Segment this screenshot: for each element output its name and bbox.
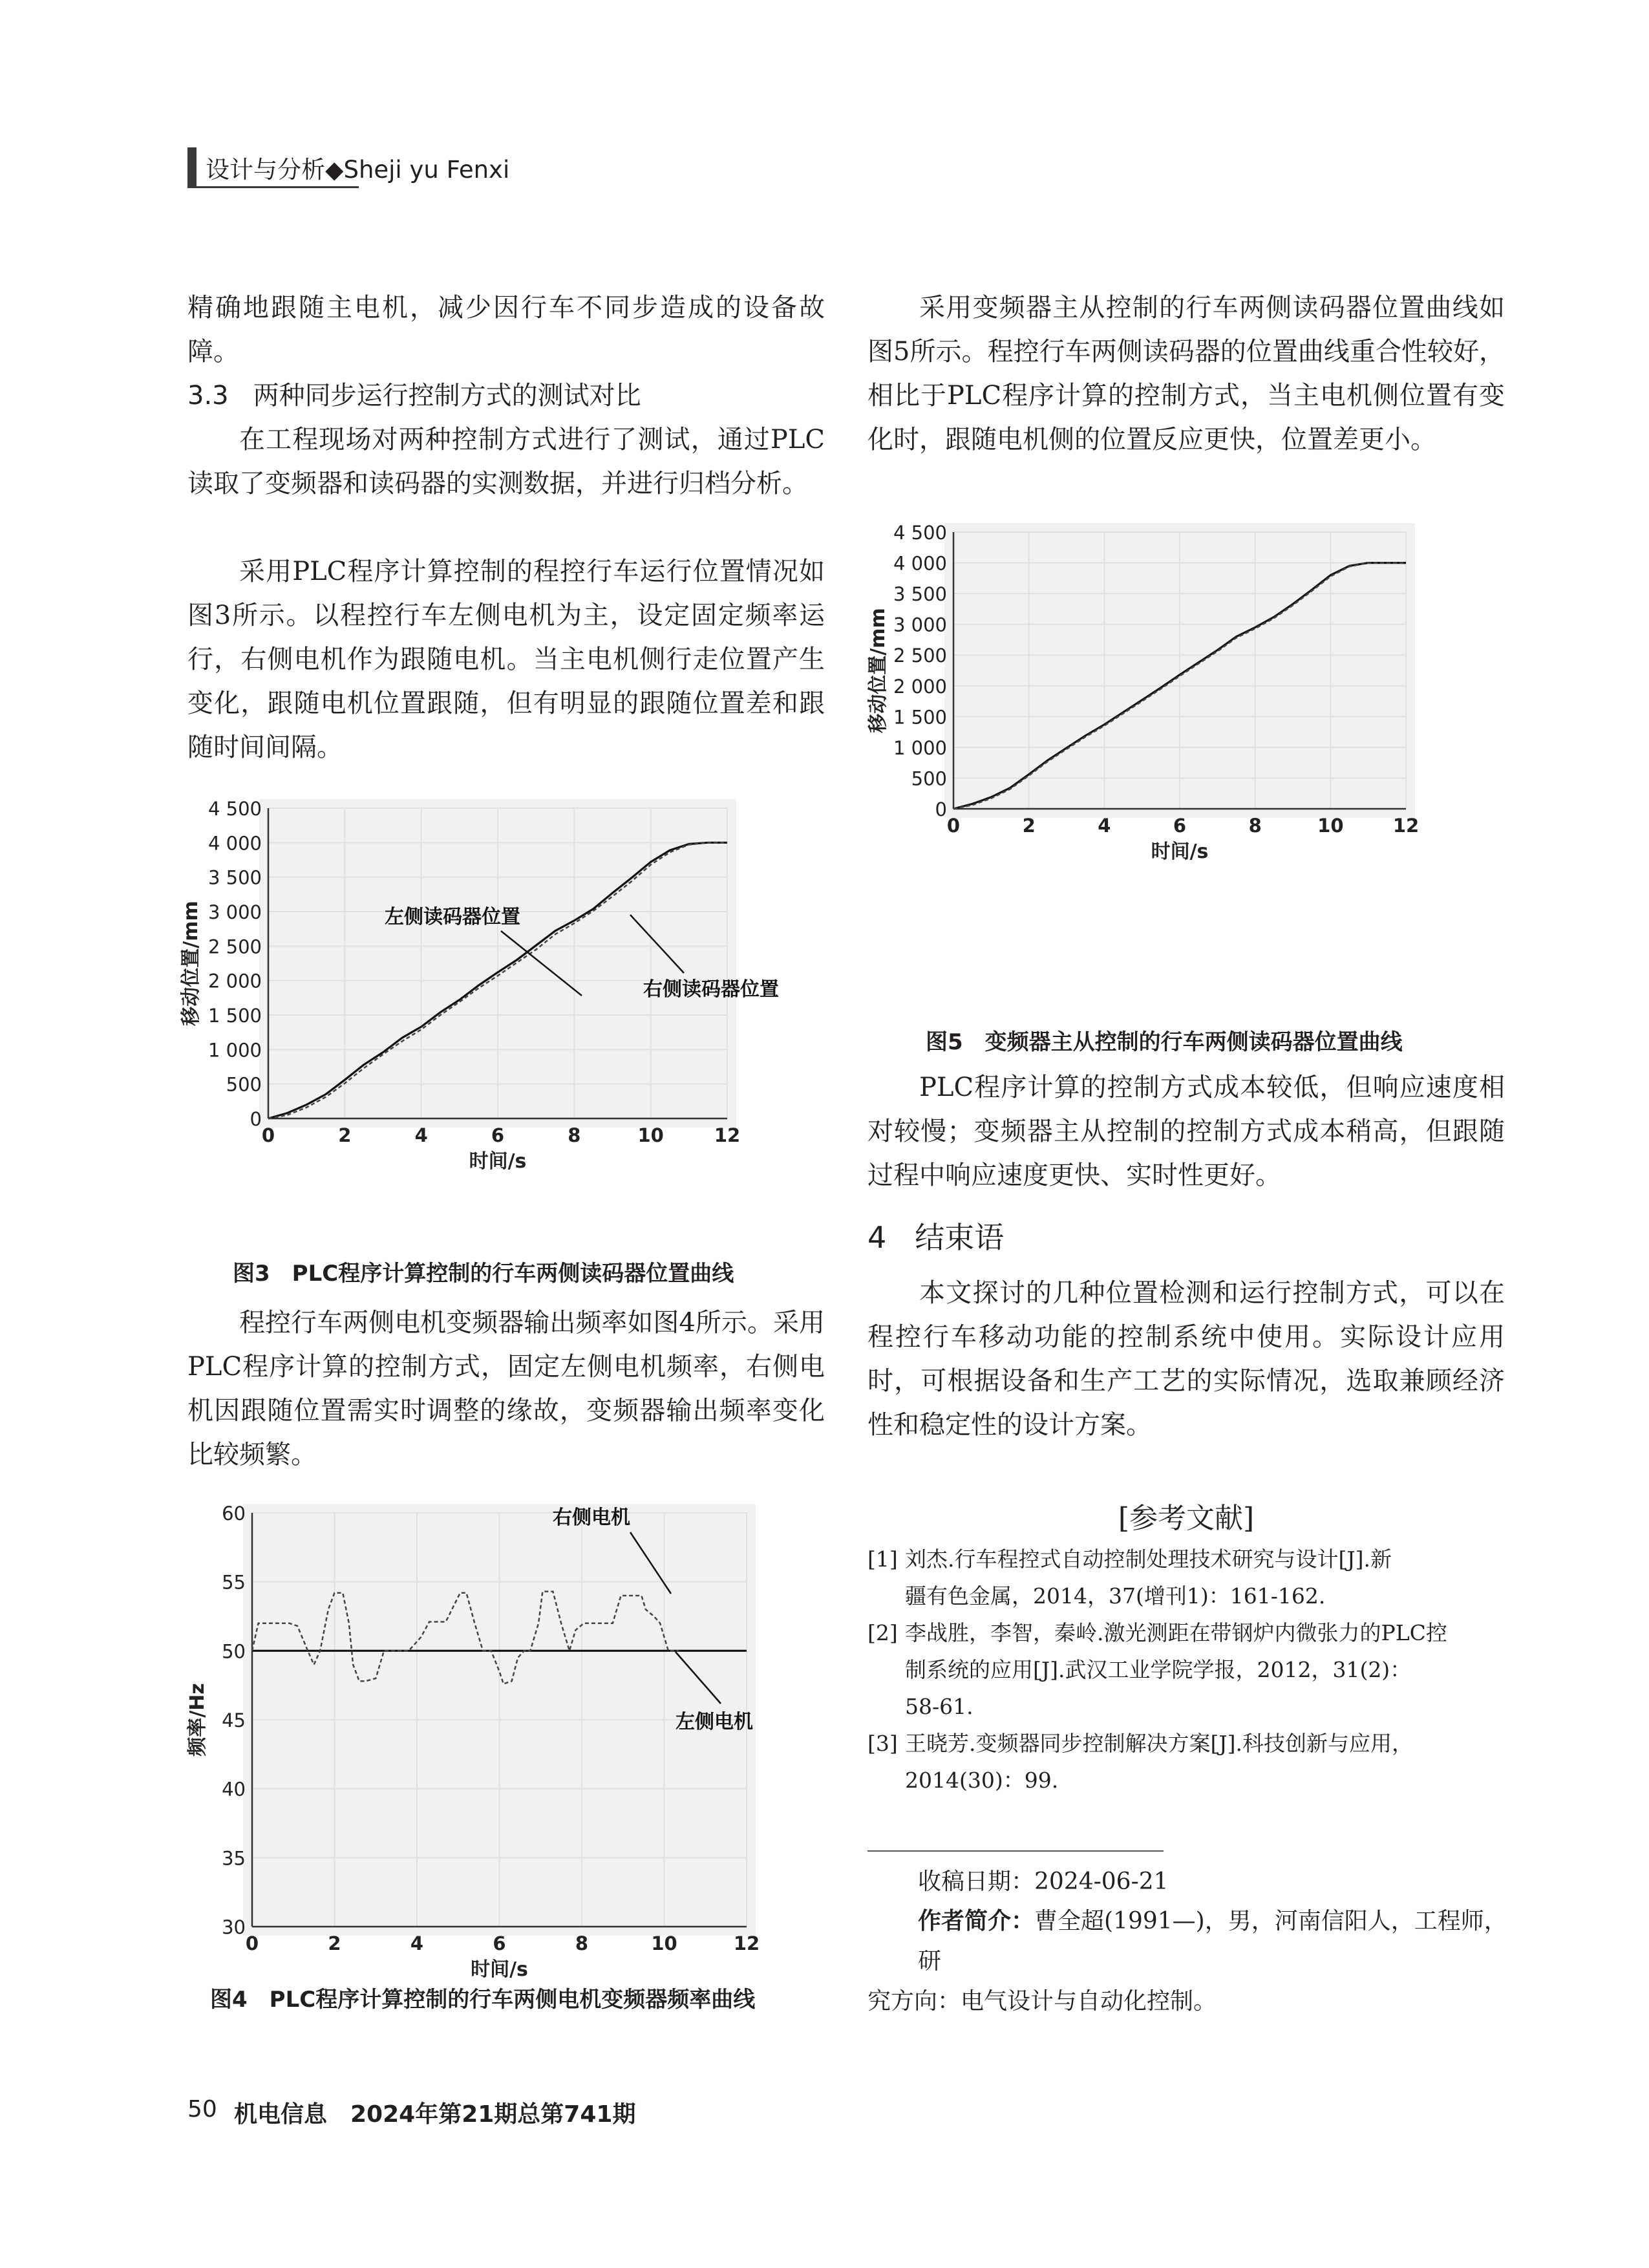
annotation-label: 左侧电机	[676, 1711, 753, 1733]
y-tick-label: 2 500	[893, 645, 947, 667]
y-tick-label: 1 500	[893, 706, 947, 729]
page-number: 50	[187, 2096, 217, 2123]
received-date: 收稿日期：2024-06-21	[918, 1868, 1169, 1895]
reference-list	[867, 1541, 1514, 1799]
x-tick-label: 6	[493, 1932, 506, 1954]
y-tick-label: 1 000	[893, 736, 947, 759]
y-tick-label: 40	[222, 1778, 246, 1801]
x-tick-label: 0	[261, 1124, 275, 1146]
header-rule	[187, 186, 359, 188]
x-tick-label: 10	[651, 1932, 677, 1954]
figure-3-chart	[178, 782, 837, 1261]
y-tick-label: 500	[226, 1073, 262, 1096]
x-tick-label: 8	[575, 1932, 589, 1954]
y-tick-label: 1 000	[207, 1039, 262, 1062]
figure-5-caption: 图5 变频器主从控制的行车两侧读码器位置曲线	[926, 1029, 1403, 1055]
y-tick-label: 500	[911, 767, 947, 790]
y-axis-label: 频率/Hz	[186, 1683, 209, 1757]
section-heading-4	[867, 1214, 1004, 1257]
x-tick-label: 12	[1392, 815, 1420, 837]
paragraph-continued: 精确地跟随主电机，减少因行车不同步造成的设备故障。	[187, 293, 825, 367]
x-tick-label: 0	[245, 1932, 259, 1954]
figure-3-caption: 图3 PLC程序计算控制的行车两侧读码器位置曲线	[233, 1261, 734, 1287]
footnote-rule	[867, 1850, 1164, 1852]
y-axis-label: 移动位置/mm	[867, 608, 889, 733]
reference-item: [1] 刘杰.行车程控式自动控制处理技术研究与设计[J].新	[867, 1546, 1392, 1572]
x-tick-label: 4	[410, 1932, 424, 1954]
y-tick-label: 3 500	[893, 583, 947, 606]
x-axis-label: 时间/s	[469, 1150, 527, 1173]
x-tick-label: 8	[568, 1124, 581, 1146]
y-tick-label: 4 500	[893, 522, 947, 544]
reference-item-cont: 制系统的应用[J].武汉工业学院学报，2012，31(2)：	[905, 1657, 1412, 1682]
annotation-label: 右侧电机	[553, 1506, 630, 1529]
x-tick-label: 2	[338, 1124, 352, 1146]
reference-item-cont: 2014(30)：99.	[905, 1768, 1059, 1793]
references-title: [参考文献]	[1118, 1502, 1255, 1535]
running-header: 设计与分析◆Sheji yu Fenxi	[206, 156, 510, 184]
y-tick-label: 60	[222, 1503, 246, 1524]
section-number: 4	[867, 1220, 887, 1255]
x-tick-label: 4	[1098, 815, 1111, 837]
y-tick-label: 2 000	[207, 970, 262, 992]
y-tick-label: 35	[222, 1847, 246, 1870]
reference-item: [2] 李战胜，李智，秦岭.激光测距在带钢炉内微张力的PLC控	[867, 1620, 1447, 1645]
paragraph-fig5-desc: 采用变频器主从控制的行车两侧读码器位置曲线如图5所示。程控行车两侧读码器的位置曲线重合性较好，相比于PLC程序计算的控制方式，当主电机侧位置有变化时，跟随电机侧的位置反应更快，位置差更小。	[867, 293, 1505, 455]
paragraph-test-intro: 在工程现场对两种控制方式进行了测试，通过PLC读取了变频器和读码器的实测数据，并进行归档分析。	[187, 425, 825, 498]
paragraph-fig3-desc: 采用PLC程序计算控制的程控行车运行位置情况如图3所示。以程控行车左侧电机为主，设定固定频率运行，右侧电机作为跟随电机。当主电机侧行走位置产生变化，跟随电机位置跟随，但有明显的跟随位置差和跟随时间间隔。	[187, 557, 825, 762]
section-title: 两种同步运行控制方式的测试对比	[253, 381, 641, 411]
y-tick-label: 1 500	[207, 1005, 262, 1027]
section-title: 结束语	[915, 1220, 1005, 1255]
x-tick-label: 12	[733, 1932, 760, 1954]
author-bio: 作者简介：曹全超(1991—)，男，河南信阳人，工程师，研 究方向：电气设计与自动化控制。	[867, 1907, 1507, 2015]
reference-item-cont: 疆有色金属，2014，37(增刊1)：161-162.	[905, 1583, 1326, 1609]
x-tick-label: 10	[637, 1124, 664, 1146]
header-bar	[187, 147, 197, 186]
y-tick-label: 3 500	[207, 866, 262, 889]
figure-5-chart	[866, 508, 1519, 1012]
x-tick-label: 8	[1248, 815, 1262, 837]
annotation-label: 右侧读码器位置	[643, 978, 779, 1001]
reference-item: [3] 王晓芳.变频器同步控制解决方案[J].科技创新与应用，	[867, 1731, 1413, 1756]
section-heading-3-3	[187, 374, 641, 418]
x-tick-label: 2	[1022, 815, 1036, 837]
y-tick-label: 4 000	[893, 552, 947, 575]
x-tick-label: 0	[946, 815, 961, 837]
y-tick-label: 0	[250, 1108, 262, 1130]
x-axis-label: 时间/s	[471, 1958, 528, 1981]
y-tick-label: 45	[222, 1709, 246, 1731]
y-axis-label: 移动位置/mm	[180, 901, 202, 1026]
section-number: 3.3	[187, 381, 229, 411]
annotation-label: 左侧读码器位置	[385, 906, 520, 928]
x-tick-label: 12	[714, 1124, 741, 1146]
y-tick-label: 4 000	[207, 832, 262, 855]
x-axis-label: 时间/s	[1151, 840, 1209, 863]
author-bio-label: 作者简介：	[918, 1907, 1035, 1934]
y-tick-label: 3 000	[207, 901, 262, 923]
y-tick-label: 3 000	[893, 614, 947, 636]
y-tick-label: 4 500	[207, 798, 262, 820]
x-tick-label: 2	[328, 1932, 341, 1954]
x-tick-label: 10	[1317, 815, 1344, 837]
paragraph-conclusion: 本文探讨的几种位置检测和运行控制方式，可以在程控行车移动功能的控制系统中使用。实际设计应用时，可根据设备和生产工艺的实际情况，选取兼顾经济性和稳定性的设计方案。	[867, 1278, 1505, 1440]
figure-4-chart	[178, 1484, 837, 1981]
y-tick-label: 2 000	[893, 675, 947, 698]
x-tick-label: 6	[491, 1124, 505, 1146]
y-tick-label: 50	[222, 1640, 246, 1663]
journal-footer: 机电信息 2024年第21期总第741期	[234, 2101, 636, 2128]
y-tick-label: 55	[222, 1571, 246, 1594]
y-tick-label: 30	[222, 1916, 246, 1938]
figure-4-caption: 图4 PLC程序计算控制的行车两侧电机变频器频率曲线	[210, 1987, 756, 2013]
paragraph-comparison: PLC程序计算的控制方式成本较低，但响应速度相对较慢；变频器主从控制的控制方式成本稍高，但跟随过程中响应速度更快、实时性更好。	[867, 1073, 1505, 1190]
reference-item-cont: 58-61.	[905, 1694, 973, 1719]
x-tick-label: 6	[1173, 815, 1187, 837]
paragraph-fig4-desc: 程控行车两侧电机变频器输出频率如图4所示。采用PLC程序计算的控制方式，固定左侧电机频率，右侧电机因跟随位置需实时调整的缘故，变频器输出频率变化比较频繁。	[187, 1308, 825, 1470]
x-tick-label: 4	[414, 1124, 428, 1146]
y-tick-label: 0	[935, 798, 947, 820]
y-tick-label: 2 500	[207, 936, 262, 958]
